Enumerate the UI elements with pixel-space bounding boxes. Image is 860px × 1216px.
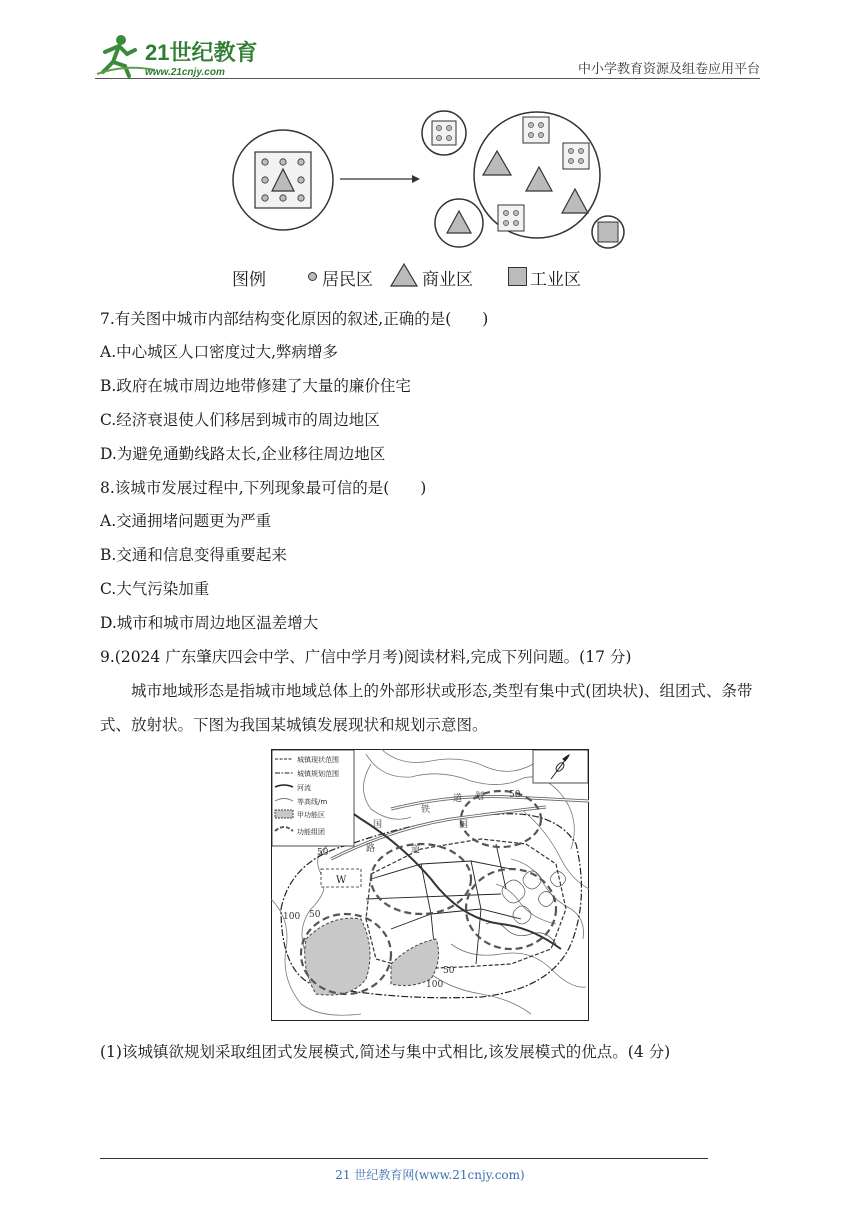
question-8-option-d: D.城市和城市周边地区温差增大: [100, 614, 319, 632]
legend-current-extent: 城镇现状范围: [297, 756, 339, 764]
label-road-dao: 道: [411, 845, 421, 855]
label-road-dao2: 道: [453, 794, 463, 804]
legend-industrial-icon: [508, 267, 527, 286]
question-7-option-a: A.中心城区人口密度过大,弊病增多: [100, 343, 339, 361]
question-9-stem: 9.(2024 广东肇庆四会中学、广信中学月考)阅读材料,完成下列问题。(17 分): [100, 648, 632, 666]
question-7-option-b: B.政府在城市周边地带修建了大量的廉价住宅: [100, 377, 411, 395]
label-road-tie: 铁: [421, 805, 431, 815]
question-8-option-c: C.大气污染加重: [100, 580, 210, 598]
question-7-stem: 7.有关图中城市内部结构变化原因的叙述,正确的是( ): [100, 310, 489, 328]
legend-industrial-label: 工业区: [530, 270, 581, 290]
question-7-option-c: C.经济衰退使人们移居到城市的周边地区: [100, 411, 380, 429]
question-8-stem: 8.该城市发展过程中,下列现象最可信的是( ): [100, 479, 427, 497]
legend-function-group: 功能组团: [297, 828, 325, 836]
label-road-hua: 划: [475, 792, 485, 802]
city-structure-diagram: [225, 105, 645, 265]
question-8-option-b: B.交通和信息变得重要起来: [100, 546, 287, 564]
label-50c: 50: [309, 910, 321, 920]
logo-url: www.21cnjy.com: [145, 67, 225, 78]
site-logo: [95, 34, 265, 78]
page-header: [95, 32, 760, 82]
platform-name: 中小学教育资源及组卷应用平台: [577, 62, 760, 77]
footer-divider: [100, 1158, 708, 1159]
legend-commercial-icon: [389, 262, 419, 288]
label-100b: 100: [426, 980, 444, 990]
legend-title: 图例: [232, 270, 266, 290]
question-7-option-d: D.为避免通勤线路太长,企业移往周边地区: [100, 445, 386, 463]
question-9-sub1: (1)该城镇欲规划采取组团式发展模式,简述与集中式相比,该发展模式的优点。(4 分): [100, 1043, 671, 1061]
label-50d: 50: [443, 966, 455, 976]
logo-text: 21世纪教育: [145, 40, 258, 65]
label-road-guo: 国: [459, 820, 469, 830]
legend-residential-icon: [308, 272, 317, 281]
page-footer: 21 世纪教育网(www.21cnjy.com): [335, 1168, 525, 1182]
label-50a: 50: [509, 790, 521, 800]
label-100a: 100: [283, 912, 301, 922]
legend-residential-label: 居民区: [322, 270, 373, 290]
label-road-lu: 路: [366, 844, 376, 854]
label-road-guo2: 国: [373, 820, 383, 830]
header-divider: [95, 78, 760, 79]
legend-river: 河流: [297, 784, 311, 792]
figure1-legend: [232, 262, 652, 290]
label-50b: 50: [317, 848, 329, 858]
question-8-option-a: A.交通拥堵问题更为严重: [100, 512, 272, 530]
legend-contour: 等高线/m: [297, 798, 328, 806]
town-planning-map: [271, 749, 589, 1021]
question-9-material: 城市地域形态是指城市地域总体上的外部形状或形态,类型有集中式(团块状)、组团式、条带式、放射状。下图为我国某城镇发展现状和规划示意图。: [100, 682, 753, 734]
legend-zone-jia: 甲功能区: [297, 811, 325, 819]
label-w: W: [336, 875, 347, 886]
legend-planning-extent: 城镇规划范围: [297, 770, 339, 778]
legend-commercial-label: 商业区: [422, 270, 473, 290]
